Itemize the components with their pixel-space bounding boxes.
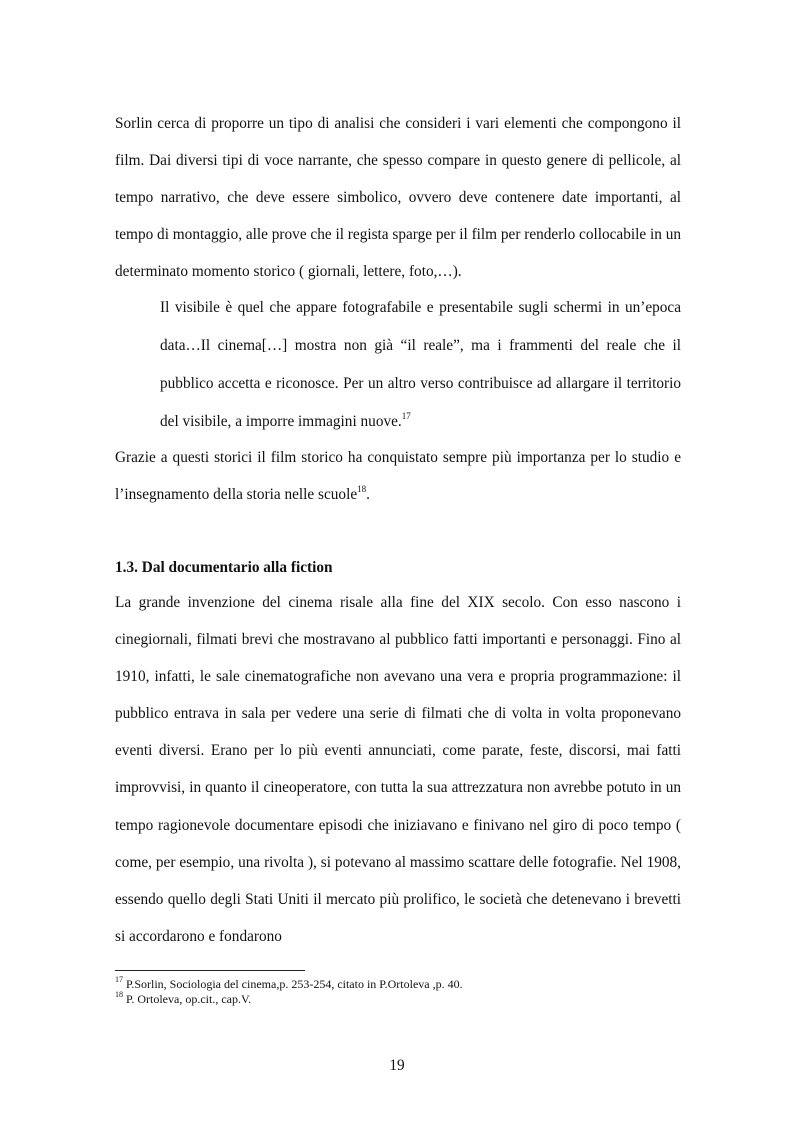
footnote-17 — [115, 977, 681, 992]
body-paragraph-2 — [115, 439, 681, 513]
paragraph-text: La grande invenzione del cinema risale alla fine del XIX secolo. Con esso nascono i cinegiornali, filmati brevi che mostravano al pubblico fatti importanti e personaggi. Fino al 1910, infatti, le sale cinematografiche non avevano una vera e propria programmazione: il pubblico entrava in sala per vedere una serie di filmati che di volta in volta proponevano eventi diversi. Erano per lo più eventi annunciati, come parate, feste, discorsi, mai fatti improvvisi, in quanto il cineoperatore, con tutta la sua attrezzatura non avrebbe potuto in un tempo ragionevole documentare episodi che iniziavano e finivano nel giro di poco tempo ( come, per esempio, una rivolta ), si potevano al massimo scattare delle fotografie. Nel 1908, essendo quello degli Stati Uniti il mercato più prolifico, le società che detenevano i brevetti si accordarono e fondarono — [115, 594, 681, 945]
body-paragraph-1 — [115, 105, 681, 290]
footnote-ref-17[interactable]: 17 — [401, 410, 411, 421]
block-quote — [160, 289, 681, 441]
section-heading: 1.3. Dal documentario alla fiction — [115, 559, 333, 576]
quote-text: Il visibile è quel che appare fotografabile e presentabile sugli schermi in un’epoca data…Il cinema[…] mostra non già “il reale”, ma i frammenti del reale che il pubblico accetta e riconosce. Per un altro verso contribuisce ad allargare il territorio del visibile, a imporre immagini nuove. — [160, 299, 681, 430]
paragraph-end: . — [366, 486, 370, 503]
footnotes — [115, 977, 681, 1007]
footnote-text: P.Sorlin, Sociologia del cinema,p. 253-254, citato in P.Ortoleva ,p. 40. — [126, 977, 463, 991]
body-paragraph-3 — [115, 584, 681, 955]
footnote-18 — [115, 992, 681, 1007]
footnote-number: 18 — [115, 990, 123, 999]
footnote-ref-18[interactable]: 18 — [357, 483, 367, 494]
page-number: 19 — [389, 1057, 405, 1074]
paragraph-text: Sorlin cerca di proporre un tipo di analisi che consideri i vari elementi che compongono il film. Dai diversi tipi di voce narrante, che spesso compare in questo genere di pellicole, al tempo narrativo, che deve essere simbolico, ovvero deve contenere date importanti, al tempo di montaggio, alle prove che il regista sparge per il film per renderlo collocabile in un determinato momento storico ( giornali, lettere, foto,…). — [115, 115, 681, 280]
footnote-divider — [115, 970, 305, 971]
paragraph-text: Grazie a questi storici il film storico ha conquistato sempre più importanza per lo studio e l’insegnamento della storia nelle scuole — [115, 449, 681, 503]
footnote-text: P. Ortoleva, op.cit., cap.V. — [126, 992, 252, 1006]
footnote-number: 17 — [115, 975, 123, 984]
